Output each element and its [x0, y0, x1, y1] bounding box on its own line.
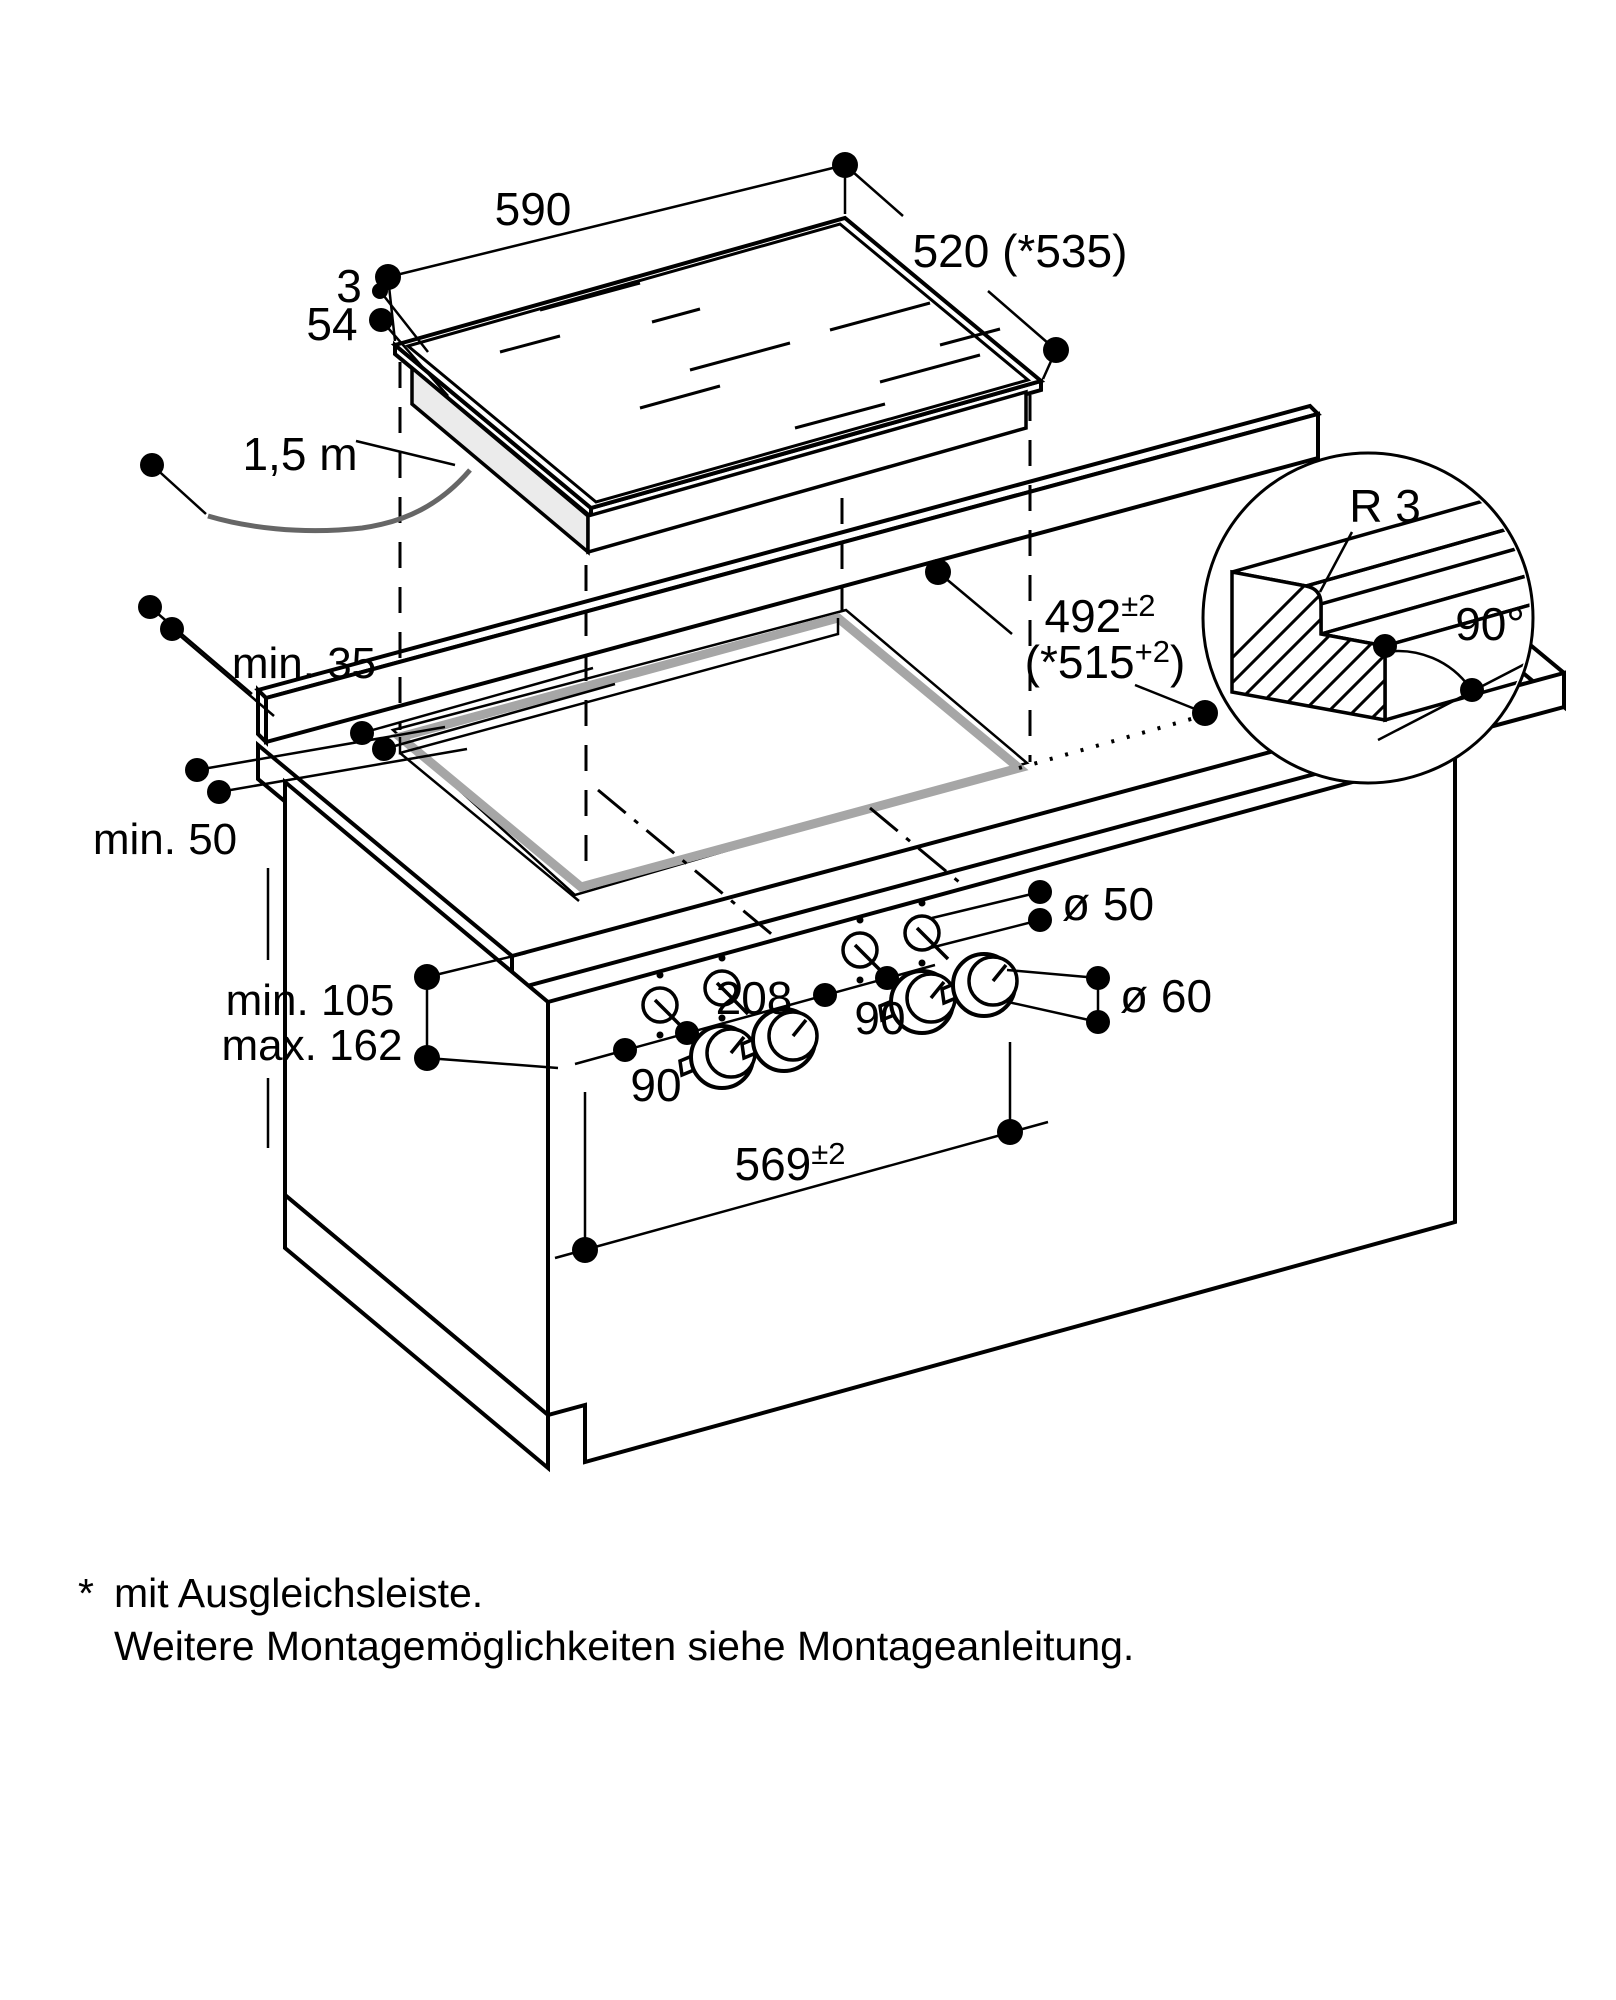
dim-min50-label: min. 50 [92, 815, 238, 864]
dim-520-label: 520 (*535) [912, 225, 1128, 277]
dim-cable-label: 1,5 m [242, 428, 358, 480]
dim-min105-label: min. 105 [225, 976, 395, 1025]
dim-208-label: 208 [715, 972, 793, 1024]
dim-dia60-label: ø 60 [1120, 970, 1213, 1022]
detail-radius-label: R 3 [1349, 480, 1421, 532]
dim-515-label: $(*515^{+2})$ [1024, 634, 1186, 688]
dim-590-label: 590 [494, 183, 572, 235]
footnote-line1: mit Ausgleichsleiste. [114, 1570, 484, 1616]
dim-3-label: 3 [336, 260, 362, 312]
footnote-marker: * [78, 1570, 94, 1616]
dim-569-label: $569^{\pm 2}$ [734, 1136, 846, 1190]
cutout-front-edge-extension [1019, 715, 1205, 768]
dim-492-label: $492^{\pm 2}$ [1044, 588, 1156, 642]
detail-view [1080, 453, 1616, 810]
dim-90-left-label: 90 [630, 1059, 682, 1111]
cutout-left-wall [400, 753, 579, 901]
dim-90-right-label: 90 [854, 992, 906, 1044]
dim-492 [925, 559, 1218, 768]
footnote-line2: Weitere Montagemöglichkeiten siehe Montageanleitung. [114, 1623, 1135, 1669]
dim-dia50-label: ø 50 [1062, 878, 1155, 930]
dim-max162-label: max. 162 [221, 1021, 403, 1070]
footnote [78, 1570, 1134, 1669]
backsplash-left-cap [258, 690, 266, 742]
dim-54-label: 54 [306, 298, 358, 350]
dim-min35-label: min. 35 [231, 639, 377, 688]
detail-angle-label: 90° [1455, 598, 1525, 650]
dim-cable [140, 428, 455, 514]
